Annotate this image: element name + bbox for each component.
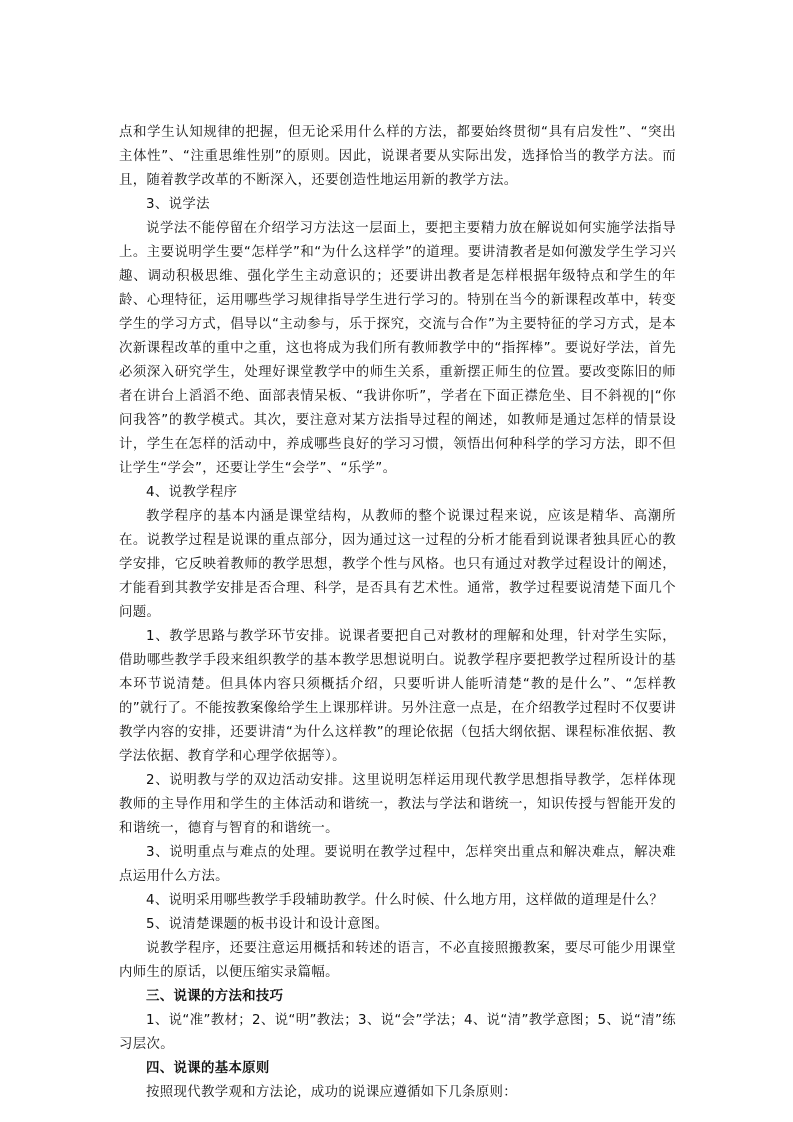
- paragraph-item-3-key-points: 3、说明重点与难点的处理。要说明在教学过程中，怎样突出重点和解决难点，解决难点运用什么方法。: [119, 845, 676, 884]
- document-body: [119, 121, 676, 1105]
- section-heading-methods-and-skills: 三、说课的方法和技巧: [146, 989, 284, 1004]
- paragraph-item-4-teaching-aids: 4、说明采用哪些教学手段辅助教学。什么时候、什么地方用，这样做的道理是什么？: [146, 893, 664, 908]
- paragraph-item-5-blackboard: 5、说清楚课题的板书设计和设计意图。: [146, 917, 389, 932]
- paragraph-teaching-method-principles: 点和学生认知规律的把握，但无论采用什么样的方法，都要始终贯彻“具有启发性”、“突出主体性”、“注重思维性别”的原则。因此，说课者要从实际出发，选择恰当的教学方法。而且，随着教学改革的不断深入，还要创造性地运用新的教学方法。: [119, 125, 676, 188]
- paragraph-summary-language: 说教学程序，还要注意运用概括和转述的语言，不必直接照搬教案，要尽可能少用课堂内师生的原话，以便压缩实录篇幅。: [119, 941, 676, 980]
- heading-3-study-method: 3、说学法: [146, 197, 210, 212]
- heading-4-teaching-procedure: 4、说教学程序: [146, 485, 238, 500]
- paragraph-item-2-bilateral-activities: 2、说明教与学的双边活动安排。这里说明怎样运用现代教学思想指导教学，怎样体现教师的主导作用和学生的主体活动和谐统一，教法与学法和谐统一，知识传授与智能开发的和谐统一，德育与智育的和谐统一。: [119, 773, 676, 836]
- section-heading-basic-principles: 四、说课的基本原则: [146, 1061, 270, 1076]
- paragraph-teaching-procedure: 教学程序的基本内涵是课堂结构，从教师的整个说课过程来说，应该是精华、高潮所在。说教学过程是说课的重点部分，因为通过这一过程的分析才能看到说课者独具匠心的教学安排，它反映着教师的教学思想，教学个性与风格。也只有通过对教学过程设计的阐述，才能看到其教学安排是否合理、科学，是否具有艺术性。通常，教学过程要说清楚下面几个问题。: [119, 509, 676, 620]
- paragraph-methods-list: 1、说“准”教材；2、说“明”教法；3、说“会”学法；4、说“清”教学意图；5、说“清”练习层次。: [119, 1013, 676, 1052]
- paragraph-study-method: 说学法不能停留在介绍学习方法这一层面上，要把主要精力放在解说如何实施学法指导上。主要说明学生要“怎样学”和“为什么这样学”的道理。要讲清教者是如何激发学生学习兴趣、调动积极思维、强化学生主动意识的；还要讲出教者是怎样根据年级特点和学生的年龄、心理特征，运用哪些学习规律指导学生进行学习的。特别在当今的新课程改革中，转变学生的学习方式，倡导以“主动参与，乐于探究，交流与合作”为主要特征的学习方式，是本次新课程改革的重中之重，这也将成为我们所有教师教学中的“指挥棒”。要说好学法，首先必须深入研究学生，处理好课堂教学中的师生关系，重新摆正师生的位置。要改变陈旧的师者在讲台上滔滔不绝、面部表情呆板、“我讲你听”，学者在下面正襟危坐、目不斜视的|“你问我答”的教学模式。其次，要注意对某方法指导过程的阐述，如教师是通过怎样的情景设计，学生在怎样的活动中，养成哪些良好的学习习惯，领悟出何种科学的学习方法，即不但让学生“学会”，还要让学生“会学”、“乐学”。: [119, 221, 676, 476]
- paragraph-item-1-teaching-ideas: 1、教学思路与教学环节安排。说课者要把自己对教材的理解和处理，针对学生实际，借助哪些教学手段来组织教学的基本教学思想说明白。说教学程序要把教学过程所设计的基本环节说清楚。但具体内容只须概括介绍，只要听讲人能听清楚“教的是什么”、“怎样教的”就行了。不能按教案像给学生上课那样讲。另外注意一点是，在介绍教学过程时不仅要讲教学内容的安排，还要讲清“为什么这样教”的理论依据（包括大纲依据、课程标准依据、教学法依据、教育学和心理学依据等）。: [119, 629, 676, 764]
- paragraph-principles-intro: 按照现代教学观和方法论，成功的说课应遵循如下几条原则：: [146, 1085, 517, 1100]
